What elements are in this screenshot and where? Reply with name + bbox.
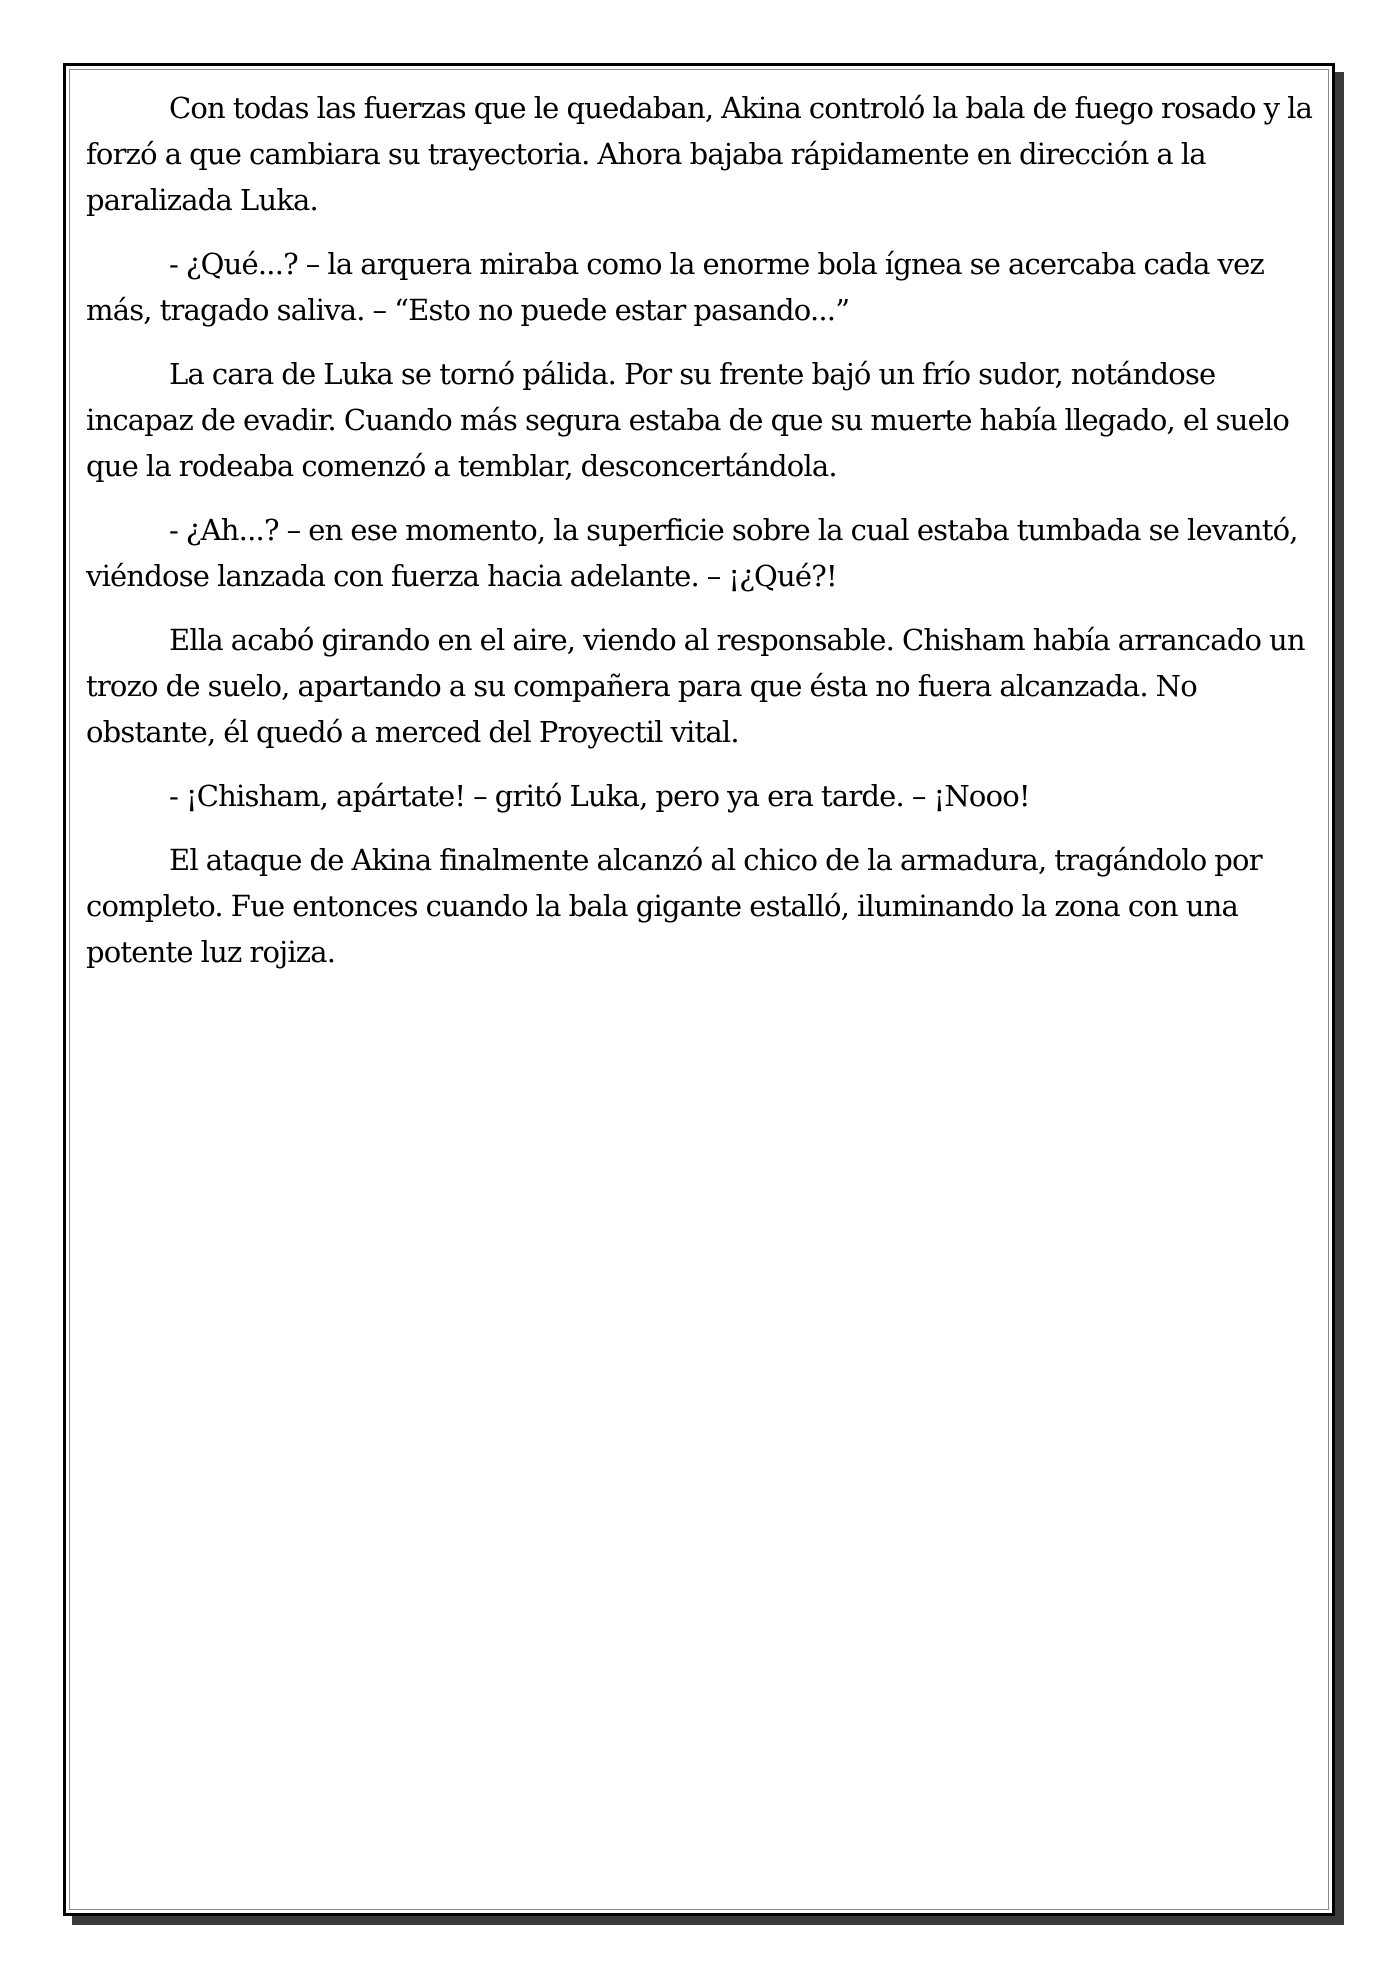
paragraph-1: Con todas las fuerzas que le quedaban, Akina controló la bala de fuego rosado y la forzó a que cambiara su trayectoria. Ahora bajaba rápidamente en dirección a la paralizada Luka. xyxy=(86,91,1313,217)
paragraph-2: - ¿Qué...? – la arquera miraba como la enorme bola ígnea se acercaba cada vez más, tragado saliva. – “Esto no puede estar pasando...” xyxy=(86,247,1264,327)
paragraph-5: Ella acabó girando en el aire, viendo al responsable. Chisham había arrancado un trozo de suelo, apartando a su compañera para que ésta no fuera alcanzada. No obstante, él quedó a merced del Proyectil vital. xyxy=(86,623,1305,749)
paragraph-7: El ataque de Akina finalmente alcanzó al chico de la armadura, tragándolo por completo. Fue entonces cuando la bala gigante estalló, iluminando la zona con una potente luz rojiza. xyxy=(86,843,1262,969)
story-text xyxy=(86,85,1314,993)
paragraph-6: - ¡Chisham, apártate! – gritó Luka, pero ya era tarde. – ¡Nooo! xyxy=(169,779,1030,813)
paragraph-3: La cara de Luka se tornó pálida. Por su frente bajó un frío sudor, notándose incapaz de evadir. Cuando más segura estaba de que su muerte había llegado, el suelo que la rodeaba comenzó a temblar, desconcertándola. xyxy=(86,357,1290,483)
page-frame xyxy=(63,63,1335,1916)
paragraph-4: - ¿Ah...? – en ese momento, la superficie sobre la cual estaba tumbada se levantó, viéndose lanzada con fuerza hacia adelante. – ¡¿Qué?! xyxy=(86,513,1298,593)
